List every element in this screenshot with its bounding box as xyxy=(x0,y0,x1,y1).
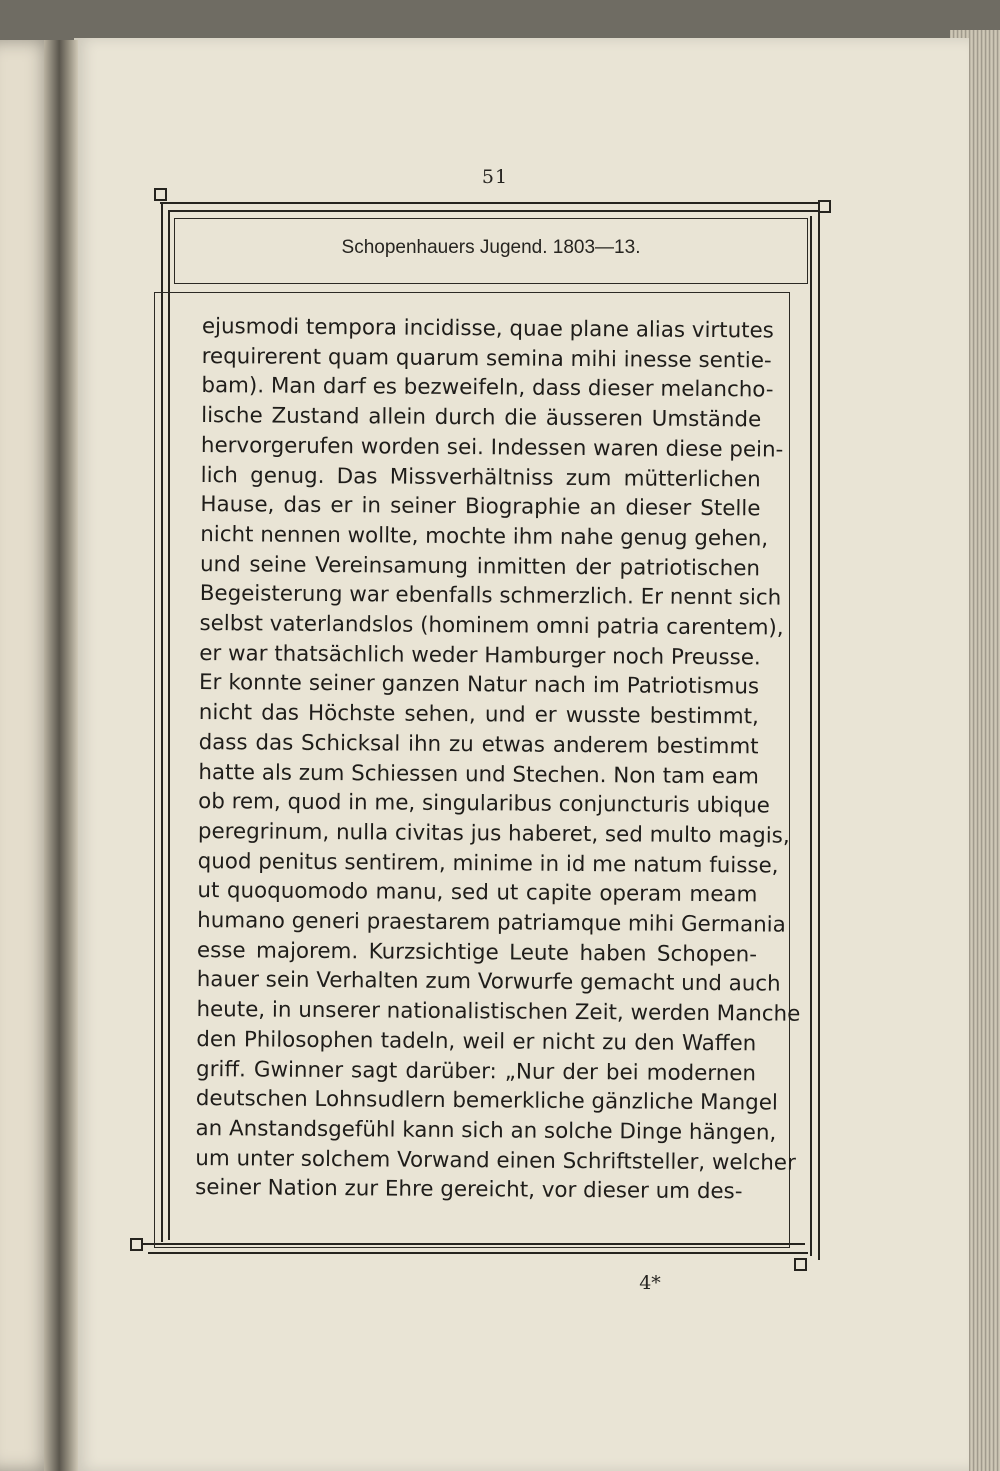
signature-mark: 4* xyxy=(639,1272,661,1294)
text-line: ob rem, quod in me, singularibus conjuncturis ubique xyxy=(198,789,770,819)
body-text xyxy=(195,312,801,1207)
text-line: um unter solchem Vorwand einen Schriftsteller, welcher xyxy=(195,1145,796,1176)
frame-right-rule-inner xyxy=(810,216,812,1256)
text-line: Begeisterung war ebenfalls schmerzlich. Er nennt sich xyxy=(199,581,782,611)
text-line: er war thatsächlich weder Hamburger noch Preusse. xyxy=(199,640,761,671)
text-line: humano generi praestarem patriamque mihi Germania xyxy=(197,908,786,938)
text-line: requirerent quam quarum semina mihi inesse sentie- xyxy=(201,343,772,374)
text-line: hauer sein Verhalten zum Vorwurfe gemacht und auch xyxy=(196,967,781,998)
running-header: Schopenhauers Jugend. 1803—13. xyxy=(341,237,641,258)
text-line: deutschen Lohnsudlern bemerkliche gänzliche Mangel xyxy=(195,1086,778,1116)
text-line: lich genug. Das Missverhältniss zum mütterlichen xyxy=(200,462,761,492)
running-header-box xyxy=(174,218,808,284)
frame-corner-bottom-right xyxy=(794,1258,807,1271)
frame-top-rule xyxy=(160,202,824,204)
text-line: heute, in unserer nationalistischen Zeit, werden Manche xyxy=(196,997,801,1027)
text-line: selbst vaterlandslos (hominem omni patria carentem), xyxy=(199,611,784,641)
text-line: esse majorem. Kurzsichtige Leute haben Schopen- xyxy=(196,937,758,968)
book-gutter xyxy=(44,40,78,1471)
scan-top-background xyxy=(0,0,1000,40)
text-line: peregrinum, nulla civitas jus haberet, sed multo magis, xyxy=(197,818,790,849)
text-line: lische Zustand allein durch die äusseren Umstände xyxy=(201,403,762,433)
text-line: und seine Vereinsamung inmitten der patriotischen xyxy=(199,551,761,582)
text-line: Hause, das er in seiner Biographie an dieser Stelle xyxy=(200,492,761,522)
text-line: ut quoquomodo manu, sed ut capite operam meam xyxy=(197,878,758,908)
text-line: nicht das Höchste sehen, und er wusste bestimmt, xyxy=(198,700,759,730)
text-line: nicht nennen wollte, mochte ihm nahe genug gehen, xyxy=(200,521,769,552)
frame-corner-bottom-left xyxy=(130,1238,143,1251)
text-line: griff. Gwinner sagt darüber: „Nur der bei modernen xyxy=(195,1056,757,1086)
text-line: quod penitus sentirem, minime in id me natum fuisse, xyxy=(197,848,779,879)
page-number: 51 xyxy=(481,166,509,188)
text-line: an Anstandsgefühl kann sich an solche Dinge hängen, xyxy=(195,1115,777,1146)
text-line: den Philosophen tadeln, weil er nicht zu den Waffen xyxy=(196,1026,757,1057)
text-line: seiner Nation zur Ehre gereicht, vor dieser um des- xyxy=(195,1175,743,1205)
frame-corner-top-right xyxy=(818,200,831,213)
text-line: bam). Man darf es bezweifeln, dass dieser melancho- xyxy=(201,373,774,403)
frame-top-rule-inner xyxy=(168,210,818,212)
frame-right-rule xyxy=(818,210,820,1260)
text-line: dass das Schicksal ihn zu etwas anderem bestimmt xyxy=(198,729,759,760)
text-line: Er konnte seiner ganzen Natur nach im Patriotismus xyxy=(198,670,760,700)
frame-corner-top-left xyxy=(154,188,167,201)
text-line: ejusmodi tempora incidisse, quae plane alias virtutes xyxy=(201,313,774,344)
frame-bottom-rule-inner xyxy=(148,1252,808,1254)
text-line: hervorgerufen worden sei. Indessen waren diese pein- xyxy=(200,432,784,463)
text-line: hatte als zum Schiessen und Stechen. Non tam eam xyxy=(198,759,760,789)
